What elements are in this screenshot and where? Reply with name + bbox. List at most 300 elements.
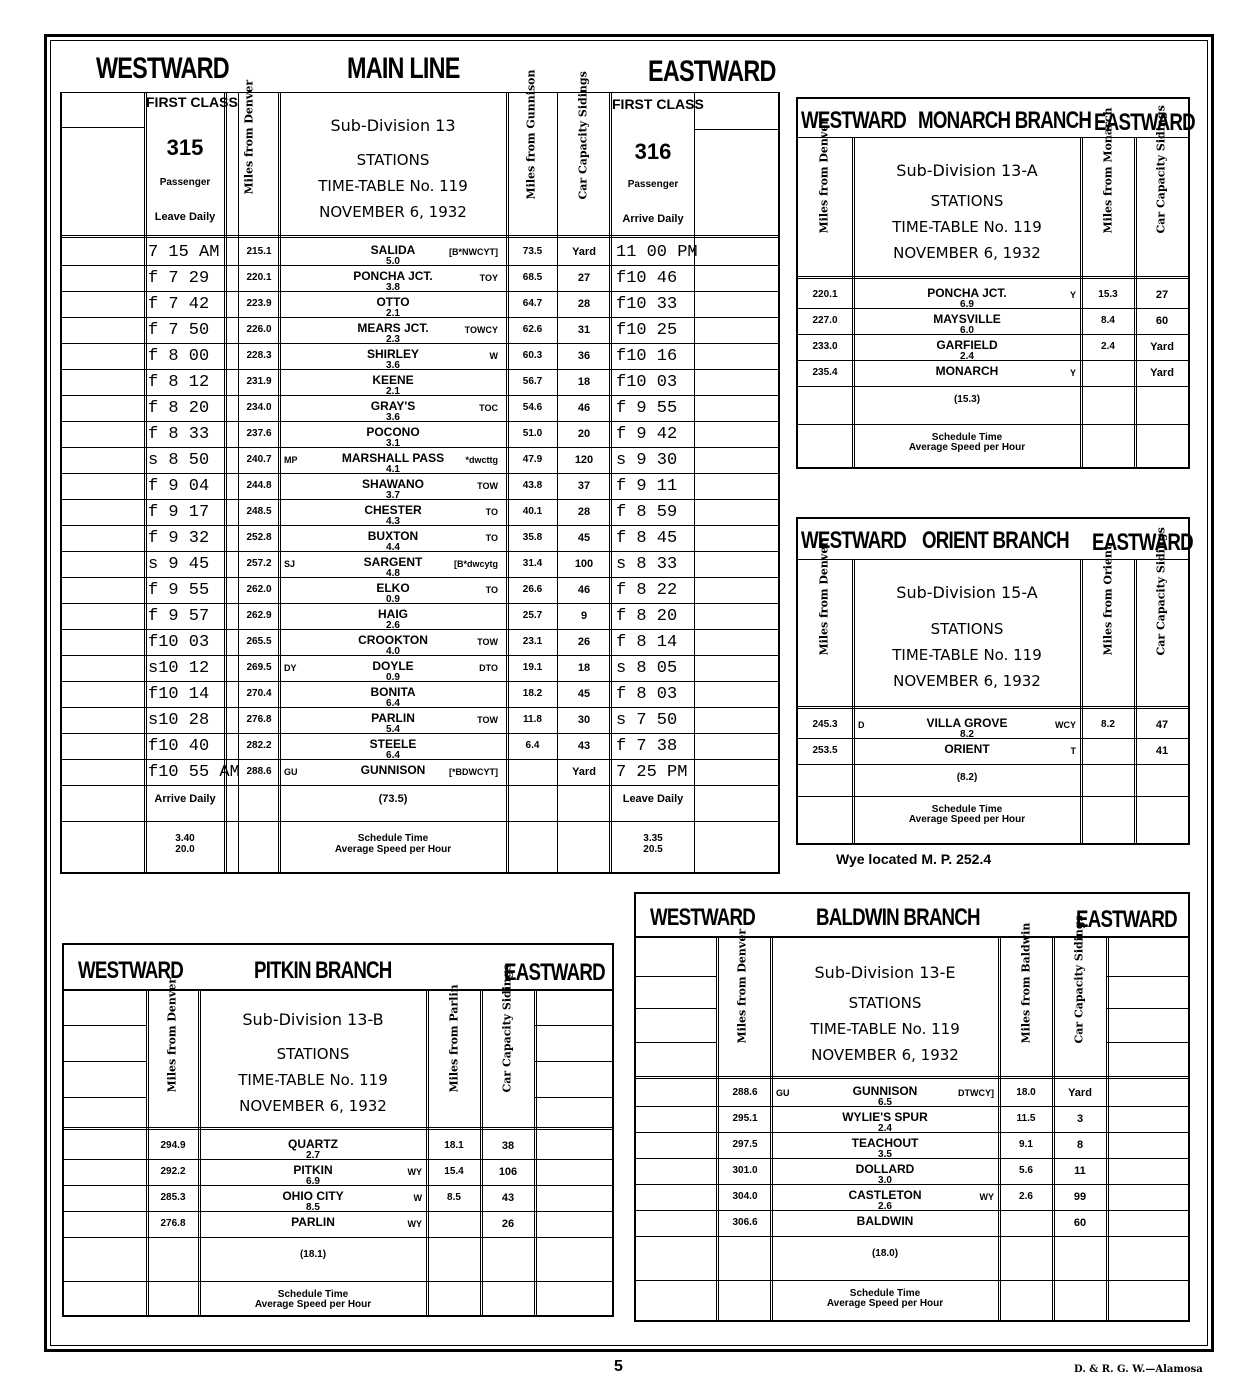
orient-average-speed-label: Average Speed per Hour	[908, 814, 1026, 825]
main-station-code: TO	[485, 507, 498, 517]
baldwin-westward: WESTWARD	[650, 904, 756, 931]
main-miles-from-gunnison: 35.8	[522, 532, 543, 543]
baldwin-miles-from-denver: 297.5	[732, 1139, 758, 1150]
main-car-capacity: 28	[577, 506, 591, 518]
baldwin-total-miles: (18.0)	[871, 1248, 899, 1259]
monarch-station-code: Y	[1069, 290, 1076, 300]
main-station-name: KEENE	[372, 373, 414, 387]
main-station-name: MARSHALL PASS	[341, 451, 445, 465]
main-car-capacity: 45	[577, 688, 591, 700]
baldwin-miles-from-end: 18.0	[1016, 1087, 1036, 1098]
main-row-rule	[62, 785, 778, 786]
main-w-schedule: 3.40	[175, 833, 195, 844]
main-car-capacity: Yard	[572, 246, 596, 258]
main-distance-between: 3.1	[386, 438, 400, 449]
main-distance-between: 3.7	[386, 490, 400, 501]
pitkin-miles-from-denver: 285.3	[160, 1192, 186, 1203]
pitkin-station-name: PARLIN	[291, 1215, 335, 1229]
main-eastward-time: 7 25 PM	[616, 763, 688, 782]
monarch-car-capacity: Yard	[1150, 367, 1174, 379]
main-car-capacity: 100	[574, 558, 594, 570]
orient-footer-rule	[798, 796, 1188, 797]
main-miles-from-denver: 228.3	[246, 350, 272, 361]
main-eastward-time: f10 33	[616, 295, 678, 314]
main-miles-from-gunnison: 56.7	[522, 376, 543, 387]
main-timetable-number: TIME-TABLE No. 119	[318, 177, 468, 195]
main-distance-between: 3.6	[386, 360, 400, 371]
main-miles-from-denver: 244.8	[246, 480, 272, 491]
main-miles-from-denver: 262.9	[246, 610, 272, 621]
main-location-code: GU	[284, 767, 298, 777]
main-location-code: SJ	[284, 559, 296, 569]
baldwin-distance-between: 3.0	[878, 1175, 892, 1186]
pitkin-schedule-time-label: Schedule Time	[277, 1289, 349, 1300]
main-miles-from-gunnison: 11.8	[523, 714, 542, 725]
baldwin-eastward: EASTWARD	[1076, 906, 1177, 933]
main-station-code: TOC	[479, 403, 498, 413]
baldwin-miles-from-denver: 304.0	[732, 1191, 758, 1202]
main-westward-time: f 8 12	[148, 373, 210, 392]
main-eastward-time: f 9 42	[616, 425, 678, 444]
main-station-name: GRAY'S	[370, 399, 416, 413]
main-miles-from-gunnison: 68.5	[522, 272, 543, 283]
pitkin-station-name: PITKIN	[293, 1163, 333, 1177]
main-westward-time: f10 55 AM	[148, 763, 240, 782]
main-westward-time: s 8 50	[148, 451, 210, 470]
pitkin-branch-heading: PITKIN BRANCH	[254, 957, 392, 984]
baldwin-station-name: BALDWIN	[856, 1214, 914, 1228]
pitkin-station-name: QUARTZ	[288, 1137, 338, 1151]
monarch-total-miles: (15.3)	[953, 394, 981, 405]
main-eastward-time: f 8 22	[616, 581, 678, 600]
monarch-car-capacity: 60	[1155, 315, 1169, 327]
pitkin-miles-from-end: 8.5	[447, 1192, 461, 1203]
main-eastward-time: s 7 50	[616, 711, 678, 730]
pitkin-branch-panel	[62, 943, 614, 1317]
main-miles-from-denver: 248.5	[246, 506, 272, 517]
main-westward-time: f 9 17	[148, 503, 210, 522]
pitkin-miles-from-denver: 292.2	[160, 1166, 186, 1177]
main-miles-from-denver: 240.7	[246, 454, 272, 465]
main-total-miles: (73.5)	[378, 793, 408, 805]
main-car-capacity: 46	[577, 584, 591, 596]
monarch-miles-denver-label: Miles from Denver	[817, 118, 831, 234]
orient-miles-from-denver: 245.3	[812, 719, 838, 730]
main-car-capacity: 18	[577, 662, 591, 674]
monarch-schedule-time-label: Schedule Time	[931, 432, 1003, 443]
main-miles-from-denver: 215.1	[246, 246, 272, 257]
baldwin-car-capacity: 60	[1073, 1217, 1087, 1229]
main-miles-from-gunnison: 25.7	[522, 610, 543, 621]
monarch-footer-rule	[798, 424, 1188, 425]
main-miles-from-denver: 231.9	[246, 376, 272, 387]
main-distance-between: 4.0	[386, 646, 400, 657]
main-westward-time: f 7 50	[148, 321, 210, 340]
baldwin-branch-panel	[634, 892, 1190, 1322]
monarch-stations-label: STATIONS	[930, 192, 1004, 210]
main-car-capacity: 27	[577, 272, 591, 284]
main-arrive-daily-e: Arrive Daily	[622, 213, 684, 225]
main-location-code: DY	[284, 663, 297, 673]
baldwin-distance-between: 3.5	[878, 1149, 892, 1160]
main-westward-time: 7 15 AM	[148, 243, 220, 262]
main-miles-from-denver: 223.9	[246, 298, 272, 309]
pitkin-footer-rule	[64, 1281, 612, 1282]
main-station-code: TOWCY	[464, 325, 498, 335]
baldwin-station-name: CASTLETON	[848, 1188, 922, 1202]
main-station-name: OTTO	[376, 295, 410, 309]
main-miles-from-denver: 270.4	[246, 688, 272, 699]
pitkin-timetable: TIME-TABLE No. 119	[238, 1071, 388, 1089]
baldwin-miles-from-end: 11.5	[1016, 1113, 1036, 1124]
main-passenger-e: Passenger	[627, 179, 679, 190]
main-eastward-time: s 8 05	[616, 659, 678, 678]
main-westward-heading: WESTWARD	[96, 52, 229, 85]
monarch-miles-from-end: 2.4	[1101, 341, 1115, 352]
main-eastward-time: f 8 03	[616, 685, 678, 704]
main-distance-between: 4.4	[386, 542, 400, 553]
main-eastward-time: 11 00 PM	[616, 243, 698, 262]
main-miles-from-gunnison: 47.9	[522, 454, 543, 465]
main-westward-time: f 7 42	[148, 295, 210, 314]
main-westward-time: f 9 57	[148, 607, 210, 626]
baldwin-row-rule	[636, 1236, 1188, 1237]
main-train-315: 315	[166, 135, 204, 160]
main-e-avg: 20.5	[643, 844, 663, 855]
main-car-capacity: Yard	[572, 766, 596, 778]
baldwin-car-capacity: 3	[1076, 1113, 1084, 1125]
main-schedule-time-label: Schedule Time	[357, 833, 429, 844]
pitkin-car-capacity: 26	[501, 1218, 515, 1230]
main-miles-from-denver: 276.8	[246, 714, 272, 725]
main-line-heading: MAIN LINE	[347, 52, 460, 85]
main-station-name: SHAWANO	[361, 477, 424, 491]
pitkin-distance-between: 6.9	[306, 1176, 320, 1187]
baldwin-miles-from-denver: 288.6	[732, 1087, 758, 1098]
pitkin-subdivision: Sub-Division 13-B	[242, 1010, 384, 1029]
monarch-distance-between: 2.4	[960, 351, 974, 362]
orient-distance-between: 8.2	[960, 729, 974, 740]
monarch-car-capacity: 27	[1155, 289, 1169, 301]
main-station-name: BONITA	[370, 685, 416, 699]
monarch-miles-from-denver: 227.0	[812, 315, 838, 326]
main-station-name: ELKO	[376, 581, 410, 595]
main-leave-daily-e: Leave Daily	[622, 793, 684, 805]
baldwin-station-name: WYLIE'S SPUR	[842, 1110, 928, 1124]
main-miles-from-gunnison: 73.5	[522, 246, 543, 257]
main-footer-rule	[62, 821, 778, 822]
main-first-class-e: FIRST CLASS	[612, 96, 704, 112]
monarch-miles-from-denver: 235.4	[812, 367, 838, 378]
main-station-name: DOYLE	[372, 659, 414, 673]
monarch-miles-other-label: Miles from Monarch	[1101, 107, 1115, 234]
main-westward-time: f 8 33	[148, 425, 210, 444]
baldwin-distance-between: 2.4	[878, 1123, 892, 1134]
main-distance-between: 3.6	[386, 412, 400, 423]
orient-miles-denver-label: Miles from Denver	[817, 540, 831, 656]
main-station-name: GUNNISON	[360, 763, 426, 777]
main-car-capacity: 46	[577, 402, 591, 414]
main-eastward-time: f 9 55	[616, 399, 678, 418]
orient-location-code: D	[858, 720, 865, 730]
baldwin-station-code: DTWCY]	[958, 1088, 994, 1098]
main-miles-from-gunnison: 18.2	[522, 688, 543, 699]
monarch-date: NOVEMBER 6, 1932	[893, 244, 1041, 262]
main-w-avg: 20.0	[175, 844, 195, 855]
main-station-name: HAIG	[378, 607, 408, 621]
main-eastward-time: f10 03	[616, 373, 678, 392]
main-distance-between: 2.6	[386, 620, 400, 631]
main-miles-from-denver: 288.6	[246, 766, 272, 777]
main-timetable-date: NOVEMBER 6, 1932	[319, 203, 467, 221]
pitkin-car-capacity: 43	[501, 1192, 515, 1204]
monarch-distance-between: 6.0	[960, 325, 974, 336]
monarch-subdivision: Sub-Division 13-A	[896, 161, 1038, 180]
pitkin-car-capacity-label: Car Capacity Sidings	[500, 964, 514, 1093]
pitkin-miles-from-end: 15.4	[444, 1166, 464, 1177]
baldwin-miles-from-end: 5.6	[1019, 1165, 1033, 1176]
main-car-capacity: 26	[577, 636, 591, 648]
orient-stations-label: STATIONS	[930, 620, 1004, 638]
pitkin-station-name: OHIO CITY	[282, 1189, 344, 1203]
pitkin-car-capacity: 106	[498, 1166, 518, 1178]
main-westward-time: f 9 55	[148, 581, 210, 600]
orient-row-rule	[798, 764, 1188, 765]
main-car-capacity: 20	[577, 428, 591, 440]
main-westward-time: f10 03	[148, 633, 210, 652]
main-miles-from-denver-label: Miles from Denver	[242, 79, 256, 195]
main-subdivision: Sub-Division 13	[330, 116, 456, 135]
pitkin-miles-other-label: Miles from Parlin	[447, 984, 461, 1093]
monarch-station-name: PONCHA JCT.	[927, 286, 1007, 300]
main-station-name: CROOKTON	[358, 633, 428, 647]
main-station-name: POCONO	[366, 425, 420, 439]
monarch-row-rule	[798, 386, 1188, 387]
main-car-capacity: 31	[577, 324, 591, 336]
main-station-code: TOY	[479, 273, 498, 283]
pitkin-stations-label: STATIONS	[276, 1045, 350, 1063]
main-eastward-time: f 8 45	[616, 529, 678, 548]
main-eastward-time: f10 16	[616, 347, 678, 366]
main-miles-from-gunnison-label: Miles from Gunnison	[524, 69, 538, 200]
main-miles-from-denver: 257.2	[246, 558, 272, 569]
main-miles-from-gunnison: 64.7	[522, 298, 543, 309]
main-distance-between: 5.4	[386, 724, 400, 735]
baldwin-miles-other-label: Miles from Baldwin	[1019, 922, 1033, 1044]
baldwin-car-capacity: Yard	[1068, 1087, 1092, 1099]
pitkin-row-rule	[64, 1237, 612, 1238]
main-station-code: W	[489, 351, 498, 361]
baldwin-car-capacity: 8	[1076, 1139, 1084, 1151]
monarch-branch-panel	[796, 97, 1195, 469]
main-westward-time: f 7 29	[148, 269, 210, 288]
baldwin-branch-heading: BALDWIN BRANCH	[816, 904, 980, 931]
monarch-miles-from-end: 15.3	[1098, 289, 1118, 300]
pitkin-date: NOVEMBER 6, 1932	[239, 1097, 387, 1115]
main-station-name: PARLIN	[371, 711, 415, 725]
orient-miles-other-label: Miles from Orient	[1101, 544, 1115, 656]
monarch-station-name: MONARCH	[935, 364, 999, 378]
pitkin-eastward: EASTWARD	[504, 959, 605, 986]
monarch-miles-from-end: 8.4	[1101, 315, 1115, 326]
orient-station-name: VILLA GROVE	[926, 716, 1008, 730]
main-distance-between: 2.3	[386, 334, 400, 345]
main-station-code: TO	[485, 533, 498, 543]
monarch-eastward: EASTWARD	[1094, 109, 1195, 136]
monarch-station-name: GARFIELD	[936, 338, 998, 352]
pitkin-total-miles: (18.1)	[299, 1249, 327, 1260]
orient-car-capacity: 41	[1155, 745, 1169, 757]
main-miles-from-gunnison: 6.4	[525, 740, 540, 751]
orient-subdivision: Sub-Division 15-A	[896, 583, 1038, 602]
pitkin-station-code: WY	[407, 1219, 422, 1229]
orient-total-miles: (8.2)	[956, 772, 978, 783]
baldwin-average-speed-label: Average Speed per Hour	[826, 1298, 944, 1309]
main-miles-from-gunnison: 51.0	[522, 428, 543, 439]
main-distance-between: 6.4	[386, 750, 400, 761]
baldwin-station-code: WY	[979, 1192, 994, 1202]
printer-credit: D. & R. G. W.—Alamosa	[1074, 1364, 1203, 1375]
main-westward-time: f 9 32	[148, 529, 210, 548]
main-miles-from-gunnison: 43.8	[522, 480, 543, 491]
main-stations-label: STATIONS	[356, 151, 430, 169]
main-miles-from-gunnison: 54.6	[522, 402, 543, 413]
main-station-code: DTO	[479, 663, 498, 673]
main-train-316: 316	[634, 139, 672, 164]
main-distance-between: 6.4	[386, 698, 400, 709]
orient-car-capacity: 47	[1155, 719, 1169, 731]
baldwin-distance-between: 2.6	[878, 1201, 892, 1212]
orient-timetable: TIME-TABLE No. 119	[892, 646, 1042, 664]
main-miles-from-gunnison: 23.1	[522, 636, 543, 647]
main-westward-time: f10 40	[148, 737, 210, 756]
main-miles-from-gunnison: 40.1	[522, 506, 543, 517]
monarch-miles-from-denver: 220.1	[812, 289, 838, 300]
main-eastward-time: f 9 11	[616, 477, 678, 496]
baldwin-stations-label: STATIONS	[848, 994, 922, 1012]
orient-wye-note: Wye located M. P. 252.4	[836, 851, 992, 867]
main-car-capacity: 37	[577, 480, 591, 492]
main-miles-from-denver: 226.0	[246, 324, 272, 335]
main-car-capacity: 120	[574, 454, 594, 466]
main-eastward-time: f10 46	[616, 269, 678, 288]
main-miles-from-denver: 265.5	[246, 636, 272, 647]
main-leave-daily: Leave Daily	[154, 211, 216, 223]
main-westward-time: s 9 45	[148, 555, 210, 574]
main-station-name: SARGENT	[363, 555, 423, 569]
main-location-code: MP	[284, 455, 298, 465]
baldwin-car-capacity-label: Car Capacity Sidings	[1072, 915, 1086, 1044]
main-car-capacity: 45	[577, 532, 591, 544]
baldwin-car-capacity: 11	[1074, 1165, 1086, 1177]
monarch-branch-heading: MONARCH BRANCH	[918, 107, 1092, 134]
main-car-capacity-label: Car Capacity Sidings	[576, 71, 590, 200]
pitkin-westward: WESTWARD	[78, 957, 184, 984]
page-number: 5	[614, 1358, 623, 1375]
monarch-car-capacity-label: Car Capacity Sidings	[1154, 105, 1168, 234]
main-westward-time: s10 12	[148, 659, 210, 678]
main-average-speed-label: Average Speed per Hour	[334, 844, 452, 855]
main-station-code: TOW	[477, 637, 498, 647]
baldwin-subdivision: Sub-Division 13-E	[814, 963, 956, 982]
monarch-car-capacity: Yard	[1150, 341, 1174, 353]
main-eastward-time: s 8 33	[616, 555, 678, 574]
baldwin-date: NOVEMBER 6, 1932	[811, 1046, 959, 1064]
pitkin-distance-between: 2.7	[306, 1150, 320, 1161]
pitkin-average-speed-label: Average Speed per Hour	[254, 1299, 372, 1310]
main-station-name: SALIDA	[370, 243, 416, 257]
main-miles-from-denver: 282.2	[246, 740, 272, 751]
pitkin-station-code: WY	[407, 1167, 422, 1177]
main-station-code: [B*NWCYT]	[449, 247, 498, 257]
monarch-miles-from-denver: 233.0	[812, 341, 838, 352]
main-miles-from-gunnison: 26.6	[522, 584, 543, 595]
baldwin-miles-from-end: 9.1	[1019, 1139, 1033, 1150]
baldwin-station-name: TEACHOUT	[851, 1136, 919, 1150]
baldwin-location-code: GU	[776, 1088, 790, 1098]
main-station-name: MEARS JCT.	[357, 321, 429, 335]
pitkin-miles-from-denver: 276.8	[160, 1218, 186, 1229]
main-distance-between: 5.0	[386, 256, 400, 267]
main-station-code: TO	[485, 585, 498, 595]
orient-schedule-time-label: Schedule Time	[931, 804, 1003, 815]
main-station-name: CHESTER	[364, 503, 422, 517]
main-station-code: TOW	[477, 715, 498, 725]
orient-branch-heading: ORIENT BRANCH	[922, 527, 1069, 554]
main-car-capacity: 43	[577, 740, 591, 752]
monarch-average-speed-label: Average Speed per Hour	[908, 442, 1026, 453]
main-miles-from-denver: 262.0	[246, 584, 272, 595]
main-miles-from-denver: 269.5	[246, 662, 272, 673]
orient-westward: WESTWARD	[801, 527, 907, 554]
main-car-capacity: 9	[580, 610, 588, 622]
orient-branch-panel	[796, 517, 1193, 845]
main-distance-between: 0.9	[386, 594, 400, 605]
main-station-name: PONCHA JCT.	[353, 269, 433, 283]
pitkin-station-code: W	[413, 1193, 422, 1203]
baldwin-distance-between: 6.5	[878, 1097, 892, 1108]
main-miles-from-denver: 234.0	[246, 402, 272, 413]
monarch-distance-between: 6.9	[960, 299, 974, 310]
main-westward-time: s10 28	[148, 711, 210, 730]
baldwin-miles-denver-label: Miles from Denver	[735, 928, 749, 1044]
main-eastward-time: f 7 38	[616, 737, 678, 756]
pitkin-miles-denver-label: Miles from Denver	[165, 977, 179, 1093]
main-first-class-w: FIRST CLASS	[146, 94, 238, 110]
main-miles-from-denver: 220.1	[246, 272, 272, 283]
orient-eastward: EASTWARD	[1092, 529, 1193, 556]
main-car-capacity: 18	[577, 376, 591, 388]
pitkin-miles-from-denver: 294.9	[160, 1140, 186, 1151]
main-car-capacity: 36	[577, 350, 591, 362]
main-eastward-time: f 8 59	[616, 503, 678, 522]
main-westward-time: f10 14	[148, 685, 210, 704]
baldwin-miles-from-denver: 295.1	[732, 1113, 758, 1124]
monarch-timetable: TIME-TABLE No. 119	[892, 218, 1042, 236]
orient-miles-from-denver: 253.5	[812, 745, 838, 756]
main-arrive-daily: Arrive Daily	[154, 793, 216, 805]
main-miles-from-gunnison: 60.3	[522, 350, 543, 361]
main-distance-between: 2.1	[386, 308, 400, 319]
baldwin-footer-rule	[636, 1280, 1188, 1281]
baldwin-miles-from-denver: 306.6	[732, 1217, 758, 1228]
main-eastward-time: f 8 20	[616, 607, 678, 626]
main-distance-between: 0.9	[386, 672, 400, 683]
main-distance-between: 4.8	[386, 568, 400, 579]
pitkin-car-capacity: 38	[501, 1140, 515, 1152]
main-distance-between: 4.1	[386, 464, 400, 475]
orient-station-code: WCY	[1055, 720, 1076, 730]
